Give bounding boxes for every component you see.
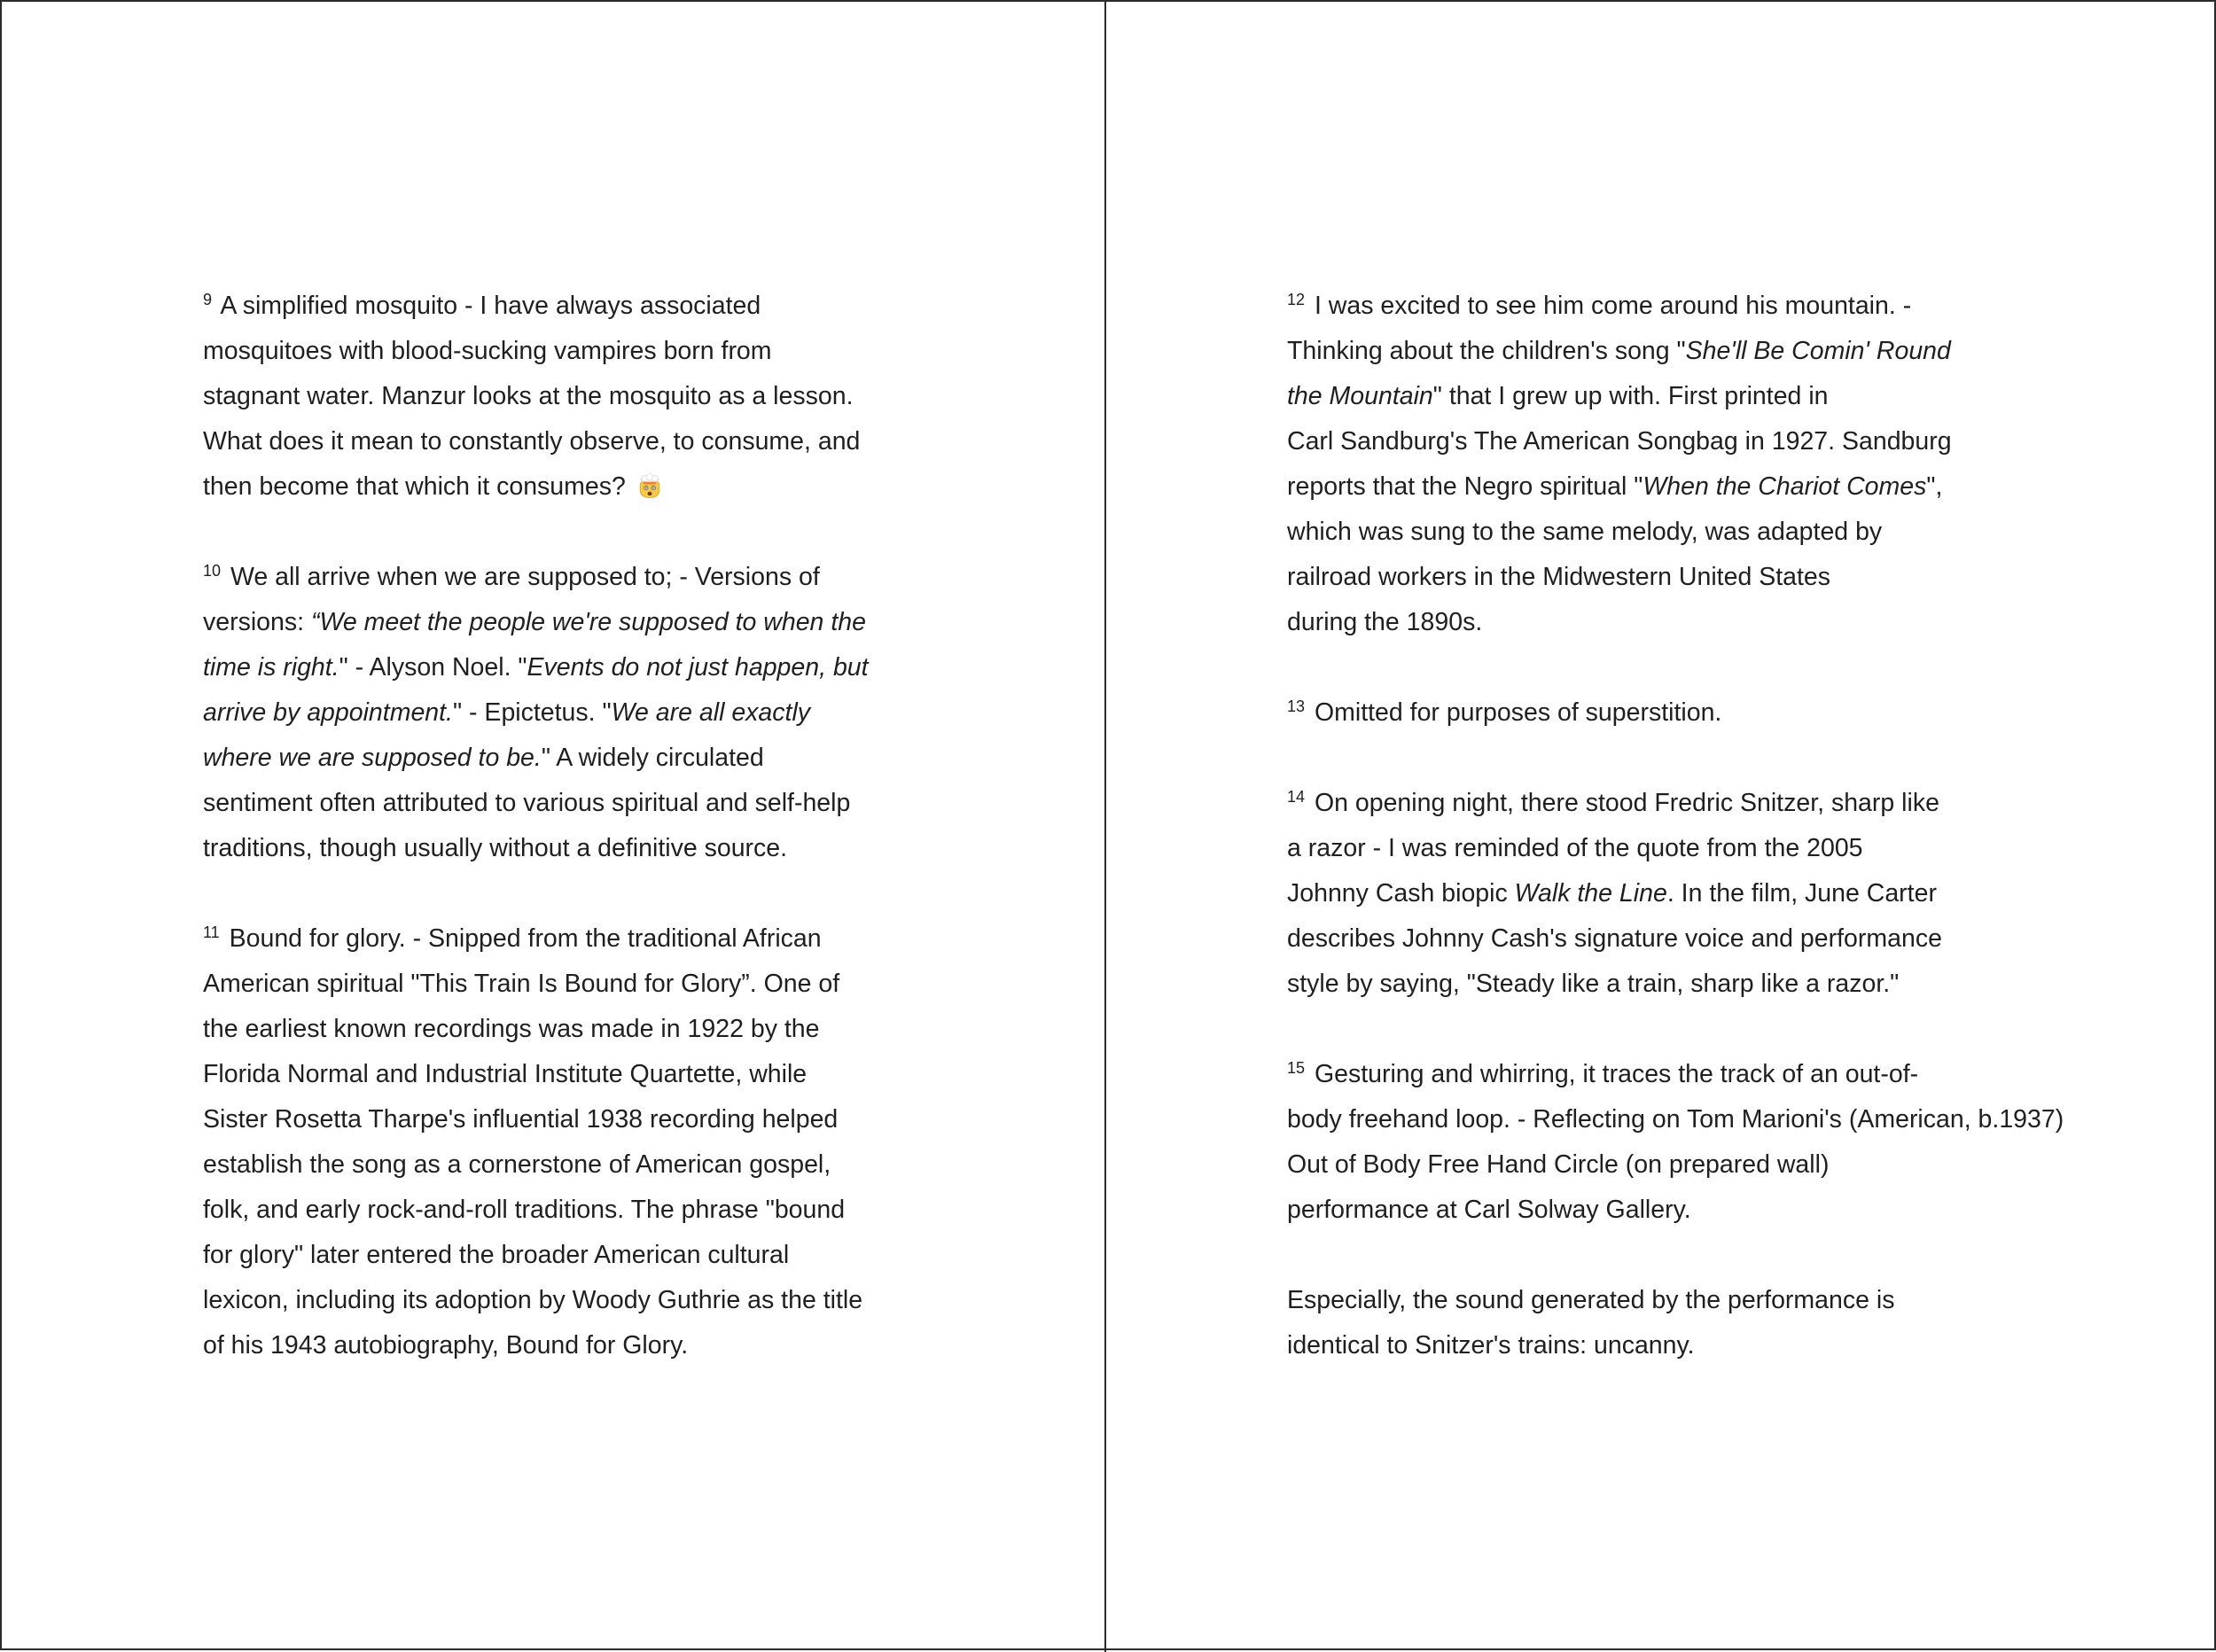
- footnote-line: [1287, 1097, 2173, 1142]
- footnote-text: Thinking about the children's song ": [1287, 337, 1686, 365]
- footnote-text: Especially, the sound generated by the performance is: [1287, 1286, 1895, 1314]
- footnote-line: [1287, 555, 2173, 600]
- italic-quote-text: the Mountain: [1287, 382, 1433, 410]
- footnote-number: 14: [1287, 788, 1306, 806]
- footnote-11: [203, 916, 912, 1368]
- footnote-text: establish the song as a cornerstone of American gospel,: [203, 1150, 831, 1179]
- footnote-text: " that I grew up with. First printed in: [1432, 382, 1829, 410]
- footnote-line: [203, 1052, 912, 1097]
- footnote-line: [203, 736, 912, 781]
- footnote-text: Bound for glory. - Snipped from the traditional African: [222, 924, 822, 953]
- paragraph-gap: [1287, 645, 2173, 690]
- footnote-line: [203, 555, 912, 600]
- footnote-text: lexicon, including its adoption by Woody Guthrie as the title: [203, 1286, 863, 1314]
- footnote-line: [203, 1188, 912, 1233]
- italic-quote-text: where we are supposed to be.: [203, 744, 542, 772]
- footnote-line: [1287, 826, 2173, 871]
- footnote-text: the earliest known recordings was made in 1922 by the: [203, 1015, 820, 1043]
- footnote-text: What does it mean to constantly observe, to consume, and: [203, 427, 861, 456]
- footnote-text: style by saying, "Steady like a train, sharp like a razor.": [1287, 970, 1900, 998]
- footnote-continuation: [1287, 1278, 2173, 1368]
- footnote-13: [1287, 690, 2173, 736]
- paragraph-gap: [1287, 1007, 2173, 1052]
- footnote-text: Out of Body Free Hand Circle (on prepared wall): [1287, 1150, 1830, 1179]
- italic-quote-text: When the Chariot Comes: [1642, 472, 1927, 501]
- footnote-line: [203, 600, 912, 645]
- footnote-line: [203, 690, 912, 736]
- footnotes-column-left: [203, 284, 912, 1368]
- footnote-line: [203, 1007, 912, 1052]
- left-page: [2, 2, 1104, 1652]
- footnote-line: [1287, 916, 2173, 962]
- footnote-text: mosquitoes with blood-sucking vampires born from: [203, 337, 772, 365]
- footnote-number: 9: [203, 291, 213, 308]
- footnote-text: versions:: [203, 608, 311, 636]
- footnote-line: [1287, 1323, 2173, 1368]
- footnote-text: then become that which it consumes?: [203, 472, 626, 501]
- footnote-line: [1287, 1188, 2173, 1233]
- footnote-line: [203, 464, 912, 510]
- italic-quote-text: “We meet the people we're supposed to when the: [310, 608, 866, 636]
- footnote-text: reports that the Negro spiritual ": [1287, 472, 1643, 501]
- footnote-line: [203, 1323, 912, 1368]
- paragraph-gap: [203, 510, 912, 555]
- footnote-line: [1287, 1278, 2173, 1323]
- italic-quote-text: We are all exactly: [611, 698, 811, 727]
- right-page: [1106, 2, 2216, 1652]
- footnote-text: a razor - I was reminded of the quote from the 2005: [1287, 834, 1863, 862]
- footnote-text: " - Epictetus. ": [452, 698, 612, 727]
- footnote-text: stagnant water. Manzur looks at the mosquito as a lesson.: [203, 382, 854, 410]
- footnote-line: [203, 1142, 912, 1188]
- footnote-text: traditions, though usually without a definitive source.: [203, 834, 788, 862]
- italic-quote-text: time is right.: [203, 653, 339, 682]
- footnote-text: performance at Carl Solway Gallery.: [1287, 1196, 1691, 1224]
- footnote-15: [1287, 1052, 2173, 1233]
- footnote-line: [1287, 600, 2173, 645]
- footnote-text: of his 1943 autobiography, Bound for Glory.: [203, 1331, 689, 1360]
- paragraph-gap: [203, 871, 912, 916]
- exploding-head-emoji-icon: [636, 473, 663, 500]
- italic-quote-text: arrive by appointment.: [203, 698, 453, 727]
- footnote-line: [1287, 690, 2173, 736]
- footnote-number: 11: [203, 923, 220, 941]
- footnote-number: 10: [203, 562, 222, 580]
- footnote-number: 12: [1287, 291, 1306, 308]
- footnote-text: identical to Snitzer's trains: uncanny.: [1287, 1331, 1695, 1360]
- footnote-line: [1287, 510, 2173, 555]
- footnote-text: Johnny Cash biopic: [1287, 879, 1515, 908]
- footnote-line: [1287, 374, 2173, 419]
- footnote-14: [1287, 781, 2173, 1007]
- footnote-text: We all arrive when we are supposed to; - Versions of: [223, 563, 820, 591]
- footnote-text: for glory" later entered the broader American cultural: [203, 1241, 790, 1269]
- footnote-text: Omitted for purposes of superstition.: [1307, 698, 1722, 727]
- footnote-text: I was excited to see him come around his mountain. -: [1307, 292, 1912, 320]
- footnote-text: Sister Rosetta Tharpe's influential 1938 recording helped: [203, 1105, 839, 1134]
- footnote-text: " A widely circulated: [541, 744, 764, 772]
- footnote-line: [203, 284, 912, 329]
- footnotes-column-right: [1287, 284, 2173, 1368]
- footnote-text: railroad workers in the Midwestern United States: [1287, 563, 1831, 591]
- footnote-text: Florida Normal and Industrial Institute Quartette, while: [203, 1060, 808, 1088]
- footnote-line: [1287, 1052, 2173, 1097]
- footnote-text: Gesturing and whirring, it traces the track of an out-of-: [1307, 1060, 1919, 1088]
- footnote-text: sentiment often attributed to various spiritual and self-help: [203, 789, 851, 817]
- footnote-text: folk, and early rock-and-roll traditions. The phrase "bound: [203, 1196, 846, 1224]
- footnote-line: [1287, 329, 2173, 374]
- footnote-9: [203, 284, 912, 510]
- footnote-line: [1287, 962, 2173, 1007]
- footnote-line: [203, 916, 912, 962]
- footnote-line: [1287, 781, 2173, 826]
- footnote-line: [1287, 1142, 2173, 1188]
- footnote-text: On opening night, there stood Fredric Snitzer, sharp like: [1307, 789, 1939, 817]
- footnote-number: 13: [1287, 697, 1306, 715]
- footnote-line: [203, 781, 912, 826]
- footnote-10: [203, 555, 912, 871]
- italic-quote-text: She'll Be Comin' Round: [1685, 337, 1951, 365]
- italic-quote-text: Walk the Line: [1514, 879, 1667, 908]
- footnote-line: [203, 962, 912, 1007]
- footnote-text: during the 1890s.: [1287, 608, 1483, 636]
- paragraph-gap: [1287, 1233, 2173, 1278]
- footnote-text: American spiritual "This Train Is Bound for Glory”. One of: [203, 970, 840, 998]
- italic-quote-text: Events do not just happen, but: [527, 653, 869, 682]
- footnote-line: [203, 374, 912, 419]
- footnote-line: [203, 645, 912, 690]
- footnote-text: which was sung to the same melody, was adapted by: [1287, 518, 1883, 546]
- footnote-text: . In the film, June Carter: [1666, 879, 1937, 908]
- paragraph-gap: [1287, 736, 2173, 781]
- footnote-line: [203, 826, 912, 871]
- footnote-line: [203, 1097, 912, 1142]
- footnote-text: ",: [1926, 472, 1943, 501]
- footnote-line: [203, 329, 912, 374]
- footnote-number: 15: [1287, 1059, 1306, 1077]
- footnote-text: A simplified mosquito - I have always associated: [215, 292, 761, 320]
- footnote-line: [1287, 871, 2173, 916]
- footnote-line: [203, 1233, 912, 1278]
- footnote-text: describes Johnny Cash's signature voice and performance: [1287, 924, 1942, 953]
- footnote-text: " - Alyson Noel. ": [339, 653, 527, 682]
- footnote-line: [1287, 419, 2173, 464]
- footnote-12: [1287, 284, 2173, 645]
- footnote-line: [203, 1278, 912, 1323]
- footnote-line: [1287, 284, 2173, 329]
- footnote-text: Carl Sandburg's The American Songbag in 1927. Sandburg: [1287, 427, 1952, 456]
- footnote-line: [1287, 464, 2173, 510]
- footnote-text: body freehand loop. - Reflecting on Tom Marioni's (American, b.1937): [1287, 1105, 2064, 1134]
- footnote-line: [203, 419, 912, 464]
